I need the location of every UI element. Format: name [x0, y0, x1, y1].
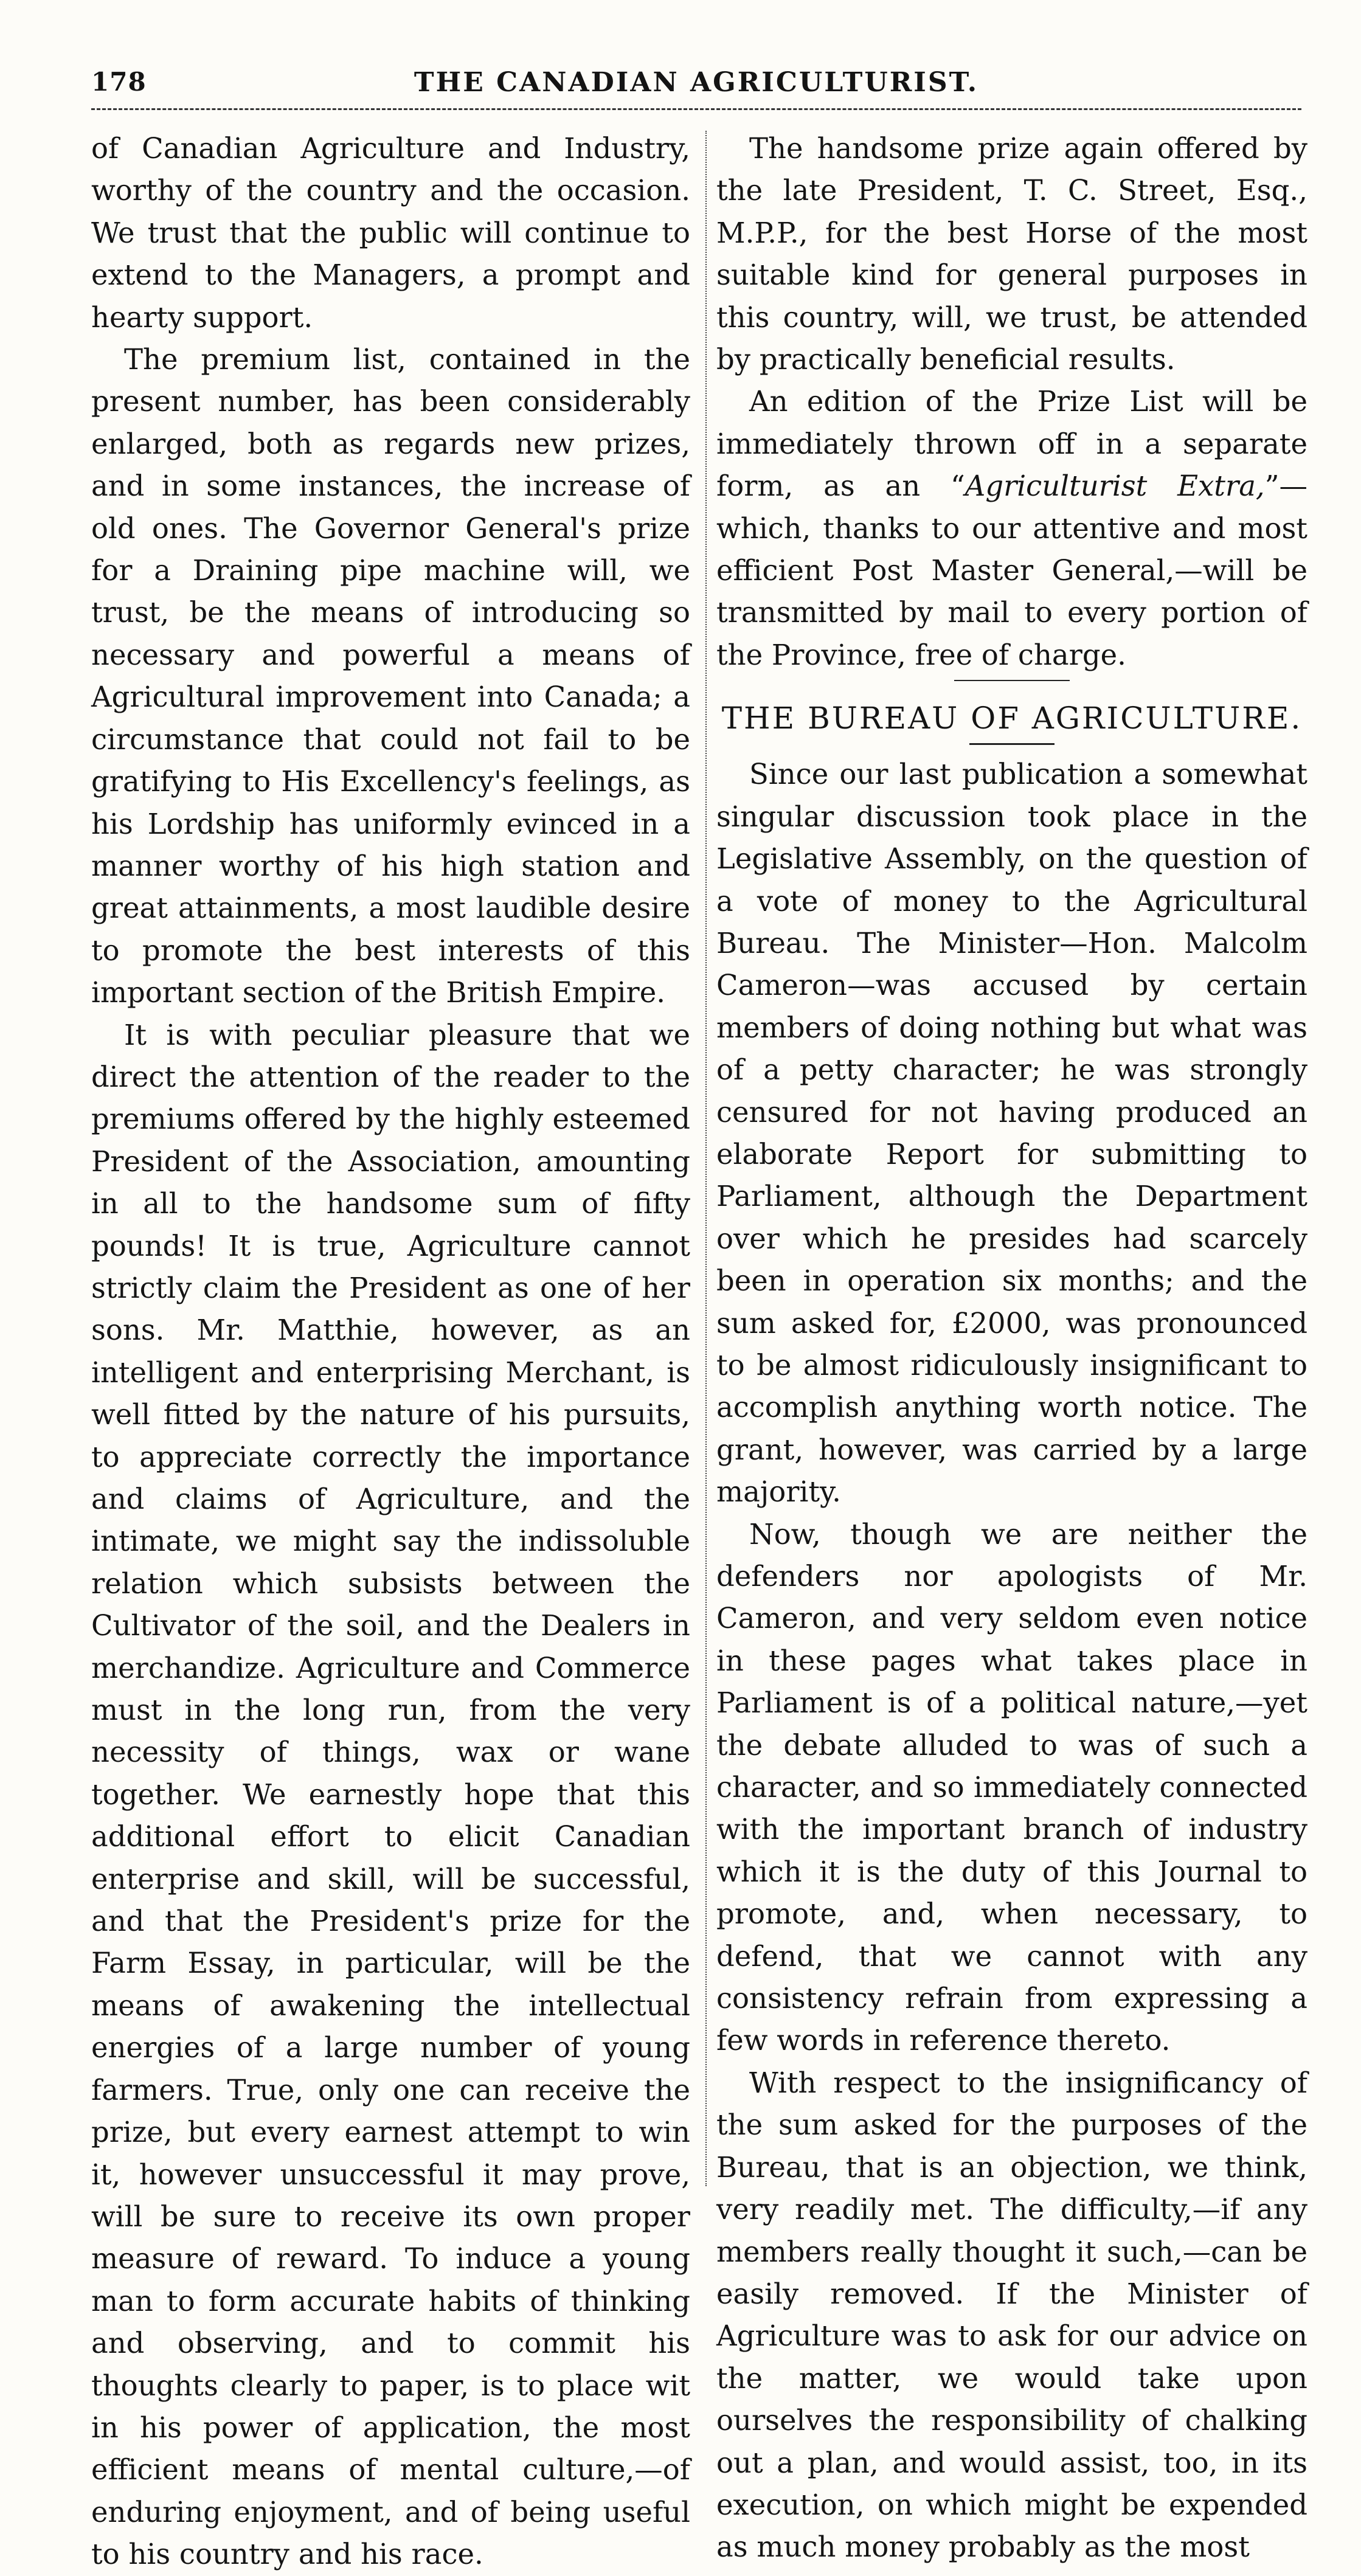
paragraph-bureau-sum: With respect to the insignificancy of the sum asked for the purposes of the Bureau, that is an objection, we think, very readily met. The difficulty,—if any members really thought it such,—can be easily removed. If the Minister of Agriculture was to ask for our advice on the matter, we would take upon ourselves the responsibility of chalking out a plan, and would assist, too, in its execution, on which might be expended as much money probably as the most	[716, 2066, 1307, 2564]
paragraph-premium-list: The premium list, contained in the present number, has been considerably enlarged, both as regards new prizes, and in some instances, the increase of old ones. The Governor General's prize for a Draining pipe machine will, we trust, be the means of introducing so necessary and powerful a means of Agricultural improvement into Canada; a circumstance that could not fail to be gratifying to His Excellency's feelings, as his Lordship has uniformly evinced in a manner worthy of his high station and great attainments, a most laudible desire to promote the best interests of this important section of the British Empire.	[91, 343, 690, 1009]
paragraph-bureau-defense: Now, though we are neither the defenders nor apologists of Mr. Cameron, and very seldom even notice in these pages what takes place in Parliament is of a political nature,—yet the debate alluded to was of such a character, and so immediately connected with the important branch of industry which it is the duty of this Journal to promote, and, when necessary, to defend, that we cannot with any consistency refrain from expressing a few words in reference thereto.	[716, 1517, 1307, 2057]
journal-title: THE CANADIAN AGRICULTURIST.	[414, 67, 979, 98]
prize-list-text-before: An edition of the Prize List will be immediately thrown off in a separate form, as an “	[716, 385, 1307, 503]
right-column	[716, 128, 1307, 2569]
paragraph-continuation: of Canadian Agriculture and Industry, worthy of the country and the occasion. We trust that the public will continue to extend to the Managers, a prompt and hearty support.	[91, 132, 690, 334]
page-number: 178	[91, 67, 147, 97]
paragraph-prize-list	[716, 381, 1307, 676]
column-divider	[705, 131, 707, 2186]
left-column	[91, 128, 690, 2576]
section-title: THE BUREAU OF AGRICULTURE.	[721, 701, 1303, 736]
paragraph-bureau-discussion: Since our last publication a somewhat singular discussion took place in the Legislative Assembly, on the question of a vote of money to the Agricultural Bureau. The Minister—Hon. Malcolm Cameron—was accused by certain members of doing nothing but what was of a petty character; he was strongly censured for not having produced an elaborate Report for submitting to Parliament, although the Department over which he presides had scarcely been in operation six months; and the sum asked for, £2000, was pronounced to be almost ridiculously insignificant to accomplish anything worth notice. The grant, however, was carried by a large majority.	[716, 758, 1307, 1509]
section-rule-top	[954, 680, 1070, 681]
prize-list-text-after: ”—which, thanks to our attentive and most efficient Post Master General,—will be transmitted by mail to every portion of the Province, free of charge.	[716, 469, 1307, 671]
header-rule	[91, 108, 1301, 110]
agriculturist-extra-title: Agriculturist Extra,	[964, 469, 1265, 503]
paragraph-horse-prize: The handsome prize again offered by the late President, T. C. Street, Esq., M.P.P., for the best Horse of the most suitable kind for general purposes in this country, will, we trust, be attended by practically beneficial results.	[716, 132, 1307, 376]
running-head	[91, 67, 1301, 103]
paragraph-president-premiums: It is with peculiar pleasure that we direct the attention of the reader to the premiums offered by the highly esteemed President of the Association, amounting in all to the handsome sum of fifty pounds! It is true, Agriculture cannot strictly claim the President as one of her sons. Mr. Matthie, however, as an intelligent and enterprising Merchant, is well fitted by the nature of his pursuits, to appreciate correctly the importance and claims of Agriculture, and the intimate, we might say the indissoluble relation which subsists between the Cultivator of the soil, and the Dealers in merchandize. Agriculture and Commerce must in the long run, from the very necessity of things, wax or wane together. We earnestly hope that this additional effort to elicit Canadian enterprise and skill, will be successful, and that the President's prize for the Farm Essay, in particular, will be the means of awakening the intellectual energies of a large number of young farmers. True, only one can receive the prize, but every earnest attempt to win it, however unsuccessful it may prove, will be sure to receive its own proper measure of reward. To induce a young man to form accurate habits of thinking and observing, and to commit his thoughts clearly to paper, is to place wit in his power of application, the most efficient means of mental culture,—of enduring enjoyment, and of being useful to his country and his race.	[91, 1018, 690, 2571]
section-rule-bottom	[969, 743, 1055, 745]
